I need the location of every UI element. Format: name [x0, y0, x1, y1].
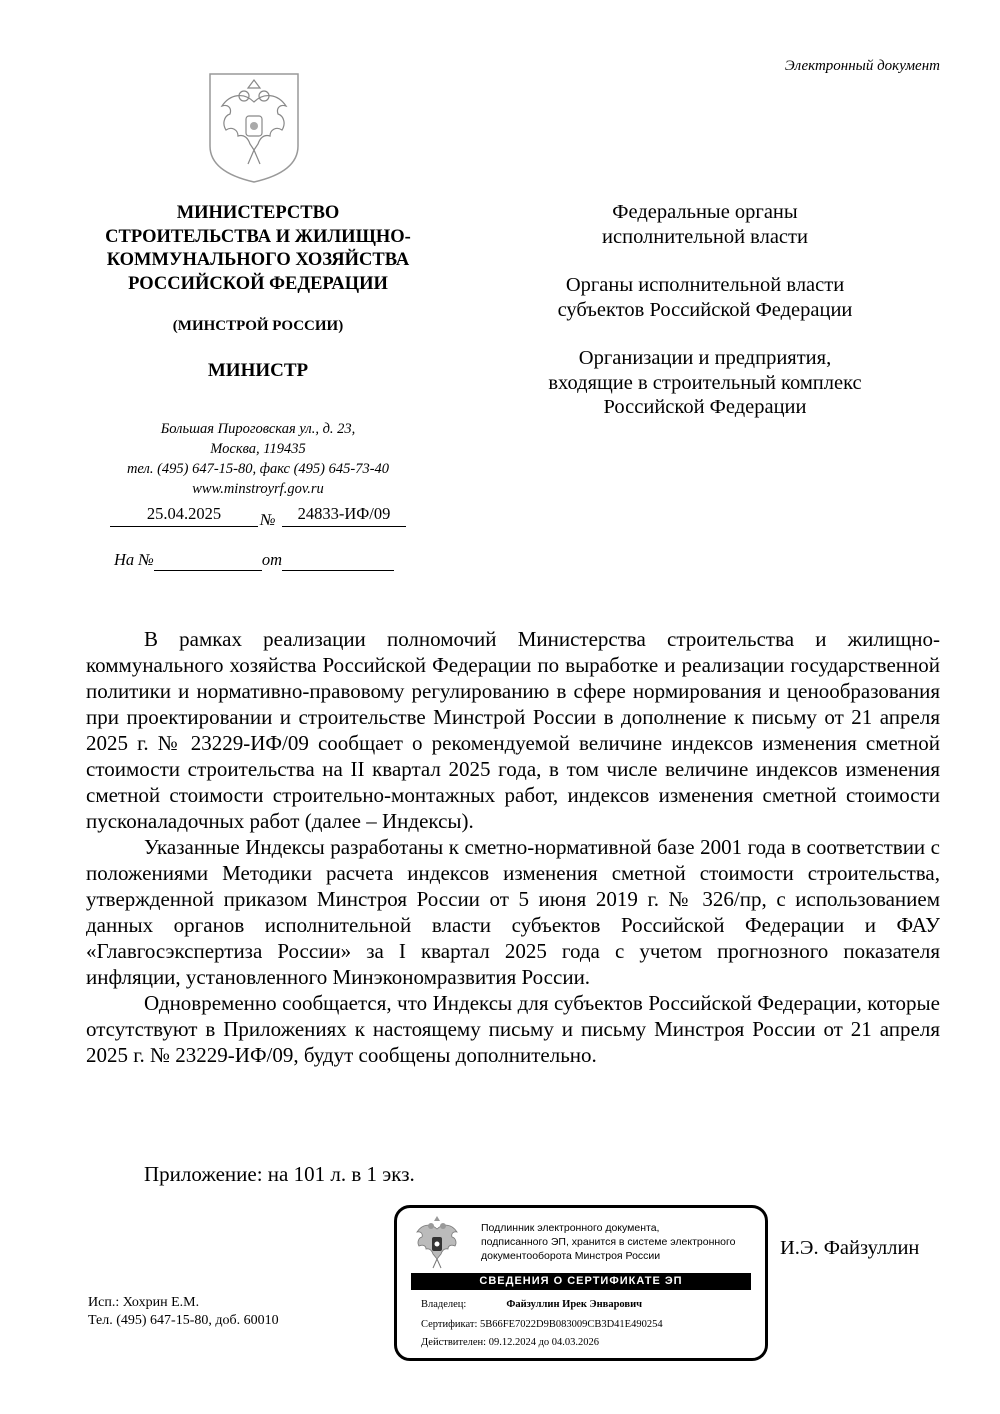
certificate-value: 5B66FE7022D9B083009CB3D41E490254: [480, 1319, 663, 1330]
org-line: МИНИСТЕРСТВО: [176, 203, 340, 223]
certificate-validity-row: [421, 1337, 599, 1348]
certificate-info-header: СВЕДЕНИЯ О СЕРТИФИКАТЕ ЭП: [411, 1273, 751, 1290]
validity-value: 09.12.2024 до 04.03.2026: [488, 1337, 600, 1348]
owner-label: Владелец:: [421, 1299, 467, 1310]
body-paragraph: Указанные Индексы разработаны к сметно-нормативной базе 2001 года в соответствии с положениями Методики расчета индексов изменения сметной стоимости строительства, утвержденной приказом Минстроя России от 5 июня 2019 г. № 326/пр, с использованием данных органов исполнительной власти субъектов Российской Федерации и ФАУ «Главгосэкспертиза России» за I квартал 2025 года с учетом прогнозного показателя инфляции, установленного Минэкономразвития России.: [86, 835, 940, 989]
registration-number: 24833-ИФ/09: [282, 504, 406, 527]
electronic-signature-stamp: [394, 1205, 768, 1361]
number-label: №: [260, 510, 276, 529]
validity-label: Действителен:: [421, 1337, 487, 1348]
stamp-info-line: документооборота Минстроя России: [481, 1250, 661, 1262]
address-line: Москва, 119435: [210, 441, 306, 457]
reference-date-blank: [282, 550, 394, 571]
document-type-note: Электронный документ: [784, 58, 940, 74]
owner-name: Файзуллин Ирек Энварович: [506, 1299, 643, 1310]
executor-name: Исп.: Хохрин Е.М.: [88, 1295, 200, 1310]
address-line: Большая Пироговская ул., д. 23,: [160, 421, 356, 437]
recipient-line: исполнительной власти: [602, 225, 808, 248]
recipients-block: [500, 200, 910, 444]
stamp-info-line: подписанного ЭП, хранится в системе электронного: [481, 1236, 736, 1248]
certificate-owner-row: [421, 1299, 642, 1310]
address-line: www.minstroyrf.gov.ru: [192, 481, 324, 497]
recipient-line: Органы исполнительной власти: [565, 274, 845, 296]
sender-abbreviation: (МИНСТРОЙ РОССИИ): [172, 318, 344, 334]
org-line: РОССИЙСКОЙ ФЕДЕРАЦИИ: [128, 273, 388, 294]
recipient-group: [500, 273, 910, 322]
sender-organization: [88, 202, 428, 296]
address-line: тел. (495) 647-15-80, факс (495) 645-73-40: [126, 461, 390, 477]
body-paragraph: Одновременно сообщается, что Индексы для субъектов Российской Федерации, которые отсутствуют в Приложениях к настоящему письму и письму Минстроя России от 21 апреля 2025 г. № 23229-ИФ/09, будут сообщены дополнительно.: [86, 991, 940, 1067]
sender-address: [88, 419, 428, 499]
org-line: СТРОИТЕЛЬСТВА И ЖИЛИЩНО-: [105, 226, 411, 247]
coat-of-arms-icon: [208, 72, 300, 184]
registration-line: [110, 504, 410, 532]
signer-name: И.Э. Файзуллин: [780, 1237, 920, 1259]
recipient-line: Федеральные органы: [612, 201, 798, 223]
recipient-line: субъектов Российской Федерации: [557, 298, 853, 321]
registration-date: 25.04.2025: [110, 504, 258, 527]
reference-line: [114, 550, 394, 571]
recipient-line: Российской Федерации: [603, 396, 807, 418]
recipient-line: входящие в строительный комплекс: [548, 371, 862, 394]
stamp-emblem-icon: [412, 1215, 462, 1271]
certificate-label: Сертификат:: [421, 1319, 478, 1330]
org-line: КОММУНАЛЬНОГО ХОЗЯЙСТВА: [106, 250, 410, 270]
reference-prefix: На №: [114, 550, 154, 569]
stamp-info-text: [481, 1221, 766, 1263]
reference-number-blank: [154, 550, 262, 571]
executor-phone: Тел. (495) 647-15-80, доб. 60010: [88, 1313, 279, 1328]
body-paragraph: В рамках реализации полномочий Министерства строительства и жилищно-коммунального хозяйства Российской Федерации по выработке и реализации государственной политики и нормативно-правовому регулированию в сфере нормирования и ценообразования при проектировании и строительстве Минстрой России в дополнение к письму от 21 апреля 2025 г. № 23229-ИФ/09 сообщает о рекомендуемой величине индексов изменения сметной стоимости строительства на II квартал 2025 года, в том числе величине индексов изменения сметной стоимости строительно-монтажных работ, индексов изменения сметной стоимости пусконаладочных работ (далее – Индексы).: [86, 627, 940, 833]
recipient-group: [500, 346, 910, 420]
sender-position: МИНИСТР: [207, 360, 309, 381]
reference-from-label: от: [261, 550, 283, 569]
stamp-info-line: Подлинник электронного документа,: [481, 1222, 660, 1234]
recipient-group: [500, 200, 910, 249]
executor-info: [88, 1294, 279, 1330]
appendix-note: Приложение: на 101 л. в 1 экз.: [144, 1162, 415, 1186]
certificate-id-row: [421, 1319, 663, 1330]
letter-body: [86, 626, 940, 1068]
recipient-line: Организации и предприятия,: [578, 347, 832, 369]
